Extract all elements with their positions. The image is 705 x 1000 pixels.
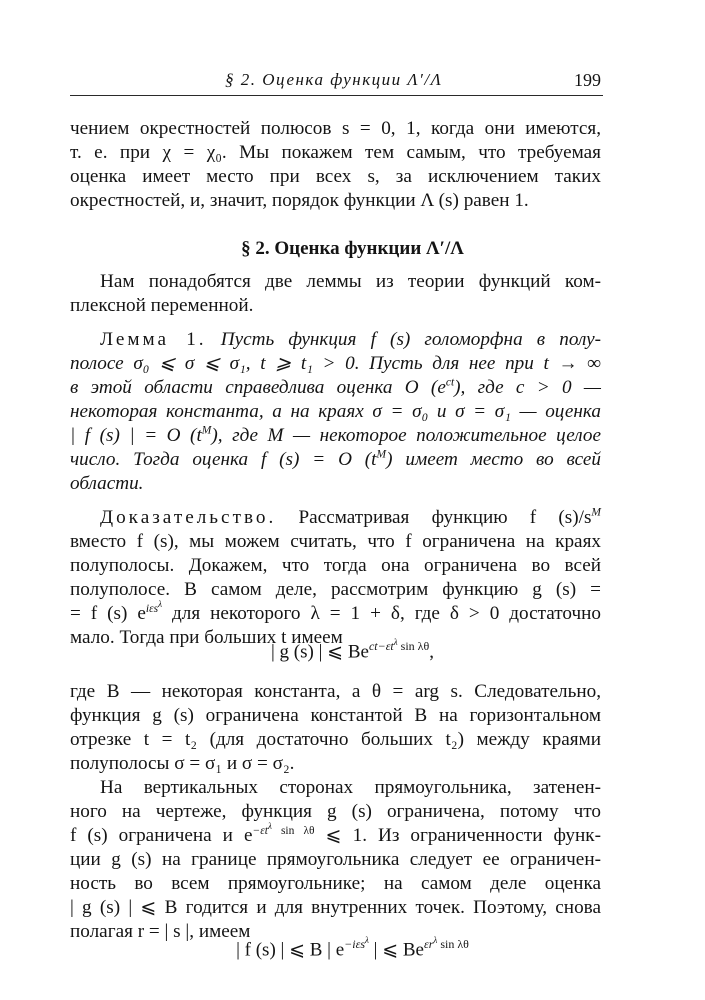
lemma-line: области. <box>70 473 144 494</box>
text-line: Нам понадобятся две леммы из теории функций ком- <box>100 271 601 292</box>
text-line: полуполосы σ = σ₁ и σ = σ₂. <box>70 753 295 774</box>
proof-line: = f (s) $e^{i\varepsilon s^\lambda}$ для некоторого λ = 1 + δ, где δ > 0 достаточно <box>70 598 601 624</box>
formula-bound-g: | g (s) | ⩽ $Be^{ct-\varepsilon t^\lambda sin \lambda\theta}$, <box>271 637 434 663</box>
text-line: оценка имеет место при всех s, за исключением таких <box>70 166 601 187</box>
lemma-line: некоторая константа, а на краях σ = σ₀ и σ = σ₁ — оценка <box>70 401 601 422</box>
text-line: отрезке t = t₂ (для достаточно больших t₂) между краями <box>70 729 601 750</box>
lemma-line: | f (s) | = O $(t^M)$, где M — некоторое положительное целое <box>70 424 602 446</box>
text-line: ного на чертеже, функция g (s) ограничена, потому что <box>70 801 601 822</box>
lemma-line: Лемма 1. Пусть функция f (s) голоморфна в полу- <box>100 329 601 350</box>
proof-line: вместо f (s), мы можем считать, что f ограничена на краях <box>70 531 601 552</box>
text-line: т. е. при χ = χ₀. Мы покажем тем самым, что требуемая <box>70 142 601 163</box>
proof-line: полуполосе. В самом деле, рассмотрим функцию g (s) = <box>70 579 601 600</box>
lemma-line: полосе σ₀ ⩽ σ ⩽ σ₁, t ⩾ t₁ > 0. Пусть для нее при t → ∞ <box>70 353 601 374</box>
proof-line: Доказательство. Рассматривая функцию f $(s)/s^M$ <box>100 506 601 528</box>
lemma-label: Лемма 1. <box>100 329 207 350</box>
proof-line: мало. Тогда при больших t имеем <box>70 627 343 648</box>
header-rule <box>70 95 603 96</box>
text-line: | g (s) | ⩽ B годится и для внутренних точек. Поэтому, снова <box>70 897 601 918</box>
lemma-line: число. Тогда оценка f (s) = O $(t^M)$ имеет место во всей <box>70 448 601 470</box>
text-line: чением окрестностей полюсов s = 0, 1, когда они имеются, <box>70 118 601 139</box>
running-header <box>70 67 603 93</box>
section-heading: § 2. Оценка функции Λ′/Λ <box>241 238 464 259</box>
text-line: плексной переменной. <box>70 295 254 316</box>
formula-bound-f: | f (s) | ⩽ B | $e^{-i\varepsilon s^\lambda}$ | ⩽ $Be^{\varepsilon r^\lambda sin \lambda\theta}$ <box>236 935 469 961</box>
page-number: 199 <box>574 70 601 90</box>
proof-line: полуполосы. Докажем, что тогда она ограничена во всей <box>70 555 601 576</box>
text-line: ции g (s) на границе прямоугольника следует ее ограничен- <box>70 849 601 870</box>
running-title: § 2. Оценка функции Λ′/Λ <box>225 70 443 89</box>
text-line: где B — некоторая константа, а θ = arg s. Следовательно, <box>70 681 601 702</box>
text-line: ность во всем прямоугольнике; на самом деле оценка <box>70 873 601 894</box>
text-line: окрестностей, и, значит, порядок функции Λ (s) равен 1. <box>70 190 529 211</box>
text-line: функция g (s) ограничена константой B на горизонтальном <box>70 705 601 726</box>
proof-label: Доказательство. <box>100 507 277 528</box>
text-line: полагая r = | s |, имеем <box>70 921 251 942</box>
lemma-line: в этой области справедлива оценка O $(e^{ct})$, где c > 0 — <box>70 376 601 398</box>
text-line: На вертикальных сторонах прямоугольника, затенен- <box>100 777 601 798</box>
text-line: f (s) ограничена и $e^{-\varepsilon t^\lambda sin \lambda\theta}$ ⩽ 1. Из ограниченности функ- <box>70 820 601 846</box>
